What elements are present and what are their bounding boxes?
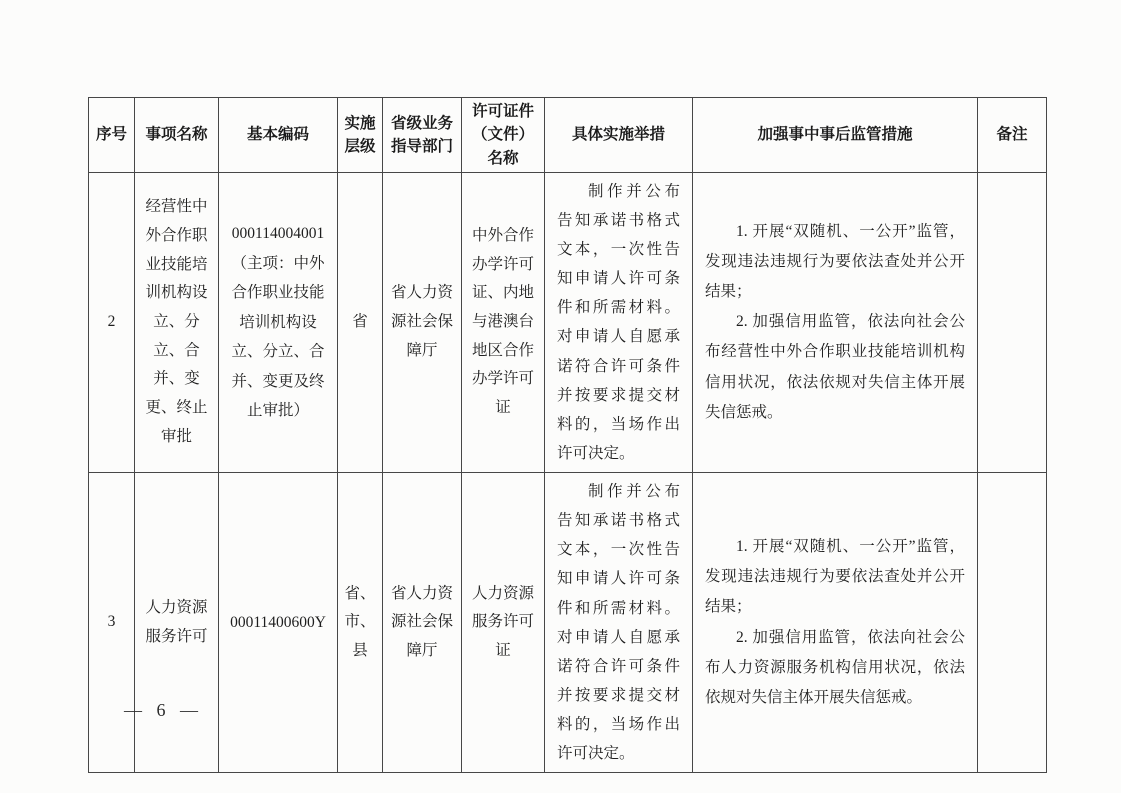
page-number: — 6 — (124, 700, 203, 720)
supervision-paragraph-1: 1. 开展“双随机、一公开”监管，发现违法违规行为要依法查处并公开结果； (705, 222, 965, 301)
cell-measures (545, 473, 693, 773)
table-row-item-3 (89, 473, 1047, 773)
cell-code (219, 172, 338, 472)
cell-supervision (693, 172, 978, 472)
header-item-name: 事项名称 (135, 98, 219, 173)
supervision-paragraph-2: 2. 加强信用监管，依法向社会公布经营性中外合作职业技能培训机构信用状况，依法依规对失信主体开展失信惩戒。 (705, 313, 965, 421)
header-seq: 序号 (89, 98, 135, 173)
table-row-item-2 (89, 172, 1047, 472)
cell-dept: 省人力资源社会保障厅 (383, 473, 462, 773)
cell-seq: 2 (89, 172, 135, 472)
cell-item-name: 人力资源服务许可 (135, 473, 219, 773)
cell-measures (545, 172, 693, 472)
cell-remark (978, 172, 1047, 472)
supervision-paragraph-1: 1. 开展“双随机、一公开”监管，发现违法违规行为要依法查处并公开结果； (705, 537, 965, 616)
table-header-row (89, 98, 1047, 173)
header-measures: 具体实施举措 (545, 98, 693, 173)
cell-dept: 省人力资源社会保障厅 (383, 172, 462, 472)
header-remark: 备注 (978, 98, 1047, 173)
cell-supervision (693, 473, 978, 773)
supervision-paragraph-2: 2. 加强信用监管，依法向社会公布人力资源服务机构信用状况，依法依规对失信主体开展失信惩戒。 (705, 628, 965, 707)
code-number: 000114004001 (231, 225, 325, 243)
header-supervision: 加强事中事后监管措施 (693, 98, 978, 173)
cell-level: 省 (338, 172, 383, 472)
cell-cert-name: 人力资源服务许可证 (462, 473, 545, 773)
measures-paragraph: 制作并公布告知承诺书格式文本，一次性告知申请人许可条件和所需材料。对申请人自愿承诺符合许可条件并按要求提交材料的，当场作出许可决定。 (557, 182, 680, 462)
cell-code (219, 473, 338, 773)
code-note: （主项：中外合作职业技能培训机构设立、分立、合并、变更及终止审批） (231, 254, 325, 419)
measures-paragraph: 制作并公布告知承诺书格式文本，一次性告知申请人许可条件和所需材料。对申请人自愿承诺符合许可条件并按要求提交材料的，当场作出许可决定。 (557, 483, 680, 763)
cell-seq: 3 (89, 473, 135, 773)
cell-cert-name: 中外合作办学许可证、内地与港澳台地区合作办学许可证 (462, 172, 545, 472)
cell-item-name: 经营性中外合作职业技能培训机构设立、分立、合并、变更、终止审批 (135, 172, 219, 472)
cell-level: 省、市、县 (338, 473, 383, 773)
approval-items-table (88, 97, 1047, 773)
header-dept: 省级业务指导部门 (383, 98, 462, 173)
header-level: 实施层级 (338, 98, 383, 173)
header-cert-name: 许可证件（文件）名称 (462, 98, 545, 173)
header-code: 基本编码 (219, 98, 338, 173)
cell-remark (978, 473, 1047, 773)
code-number: 00011400600Y (230, 613, 326, 631)
